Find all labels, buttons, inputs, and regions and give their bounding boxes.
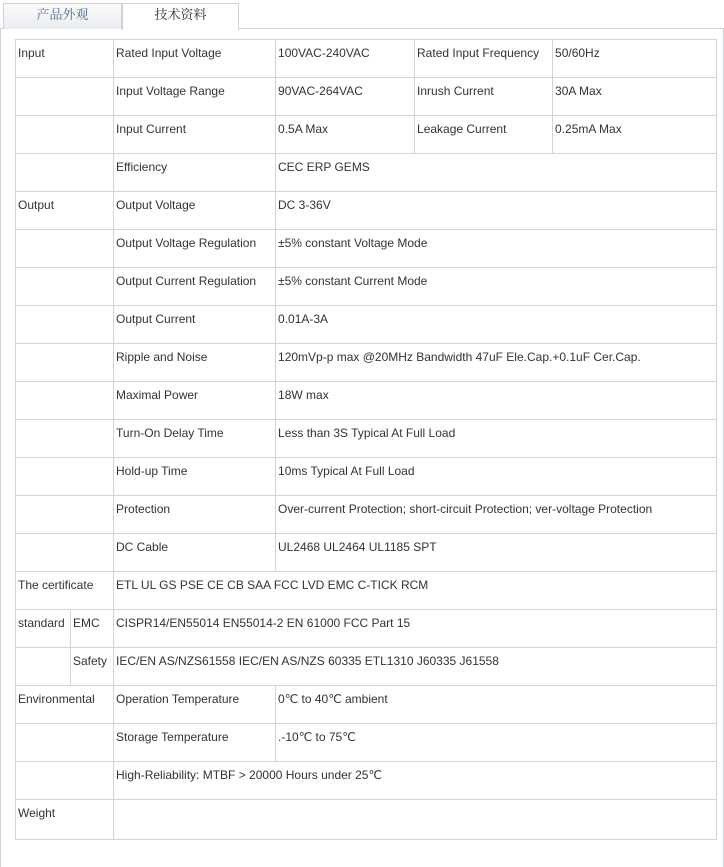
table-row (16, 800, 717, 840)
spec-value: 0℃ to 40℃ ambient (276, 686, 717, 724)
empty-cell (16, 762, 114, 800)
spec-label: Maximal Power (114, 382, 276, 420)
spec-value: ±5% constant Current Mode (276, 268, 717, 306)
spec-value: 0.5A Max (276, 116, 415, 154)
spec-label: Input Voltage Range (114, 78, 276, 116)
empty-cell (16, 344, 114, 382)
spec-value: ETL UL GS PSE CE CB SAA FCC LVD EMC C-TICK RCM (114, 572, 717, 610)
table-row (16, 40, 717, 78)
group-label-input: Input (16, 40, 114, 78)
table-row (16, 230, 717, 268)
group-label-output: Output (16, 192, 114, 230)
spec-label: Protection (114, 496, 276, 534)
spec-value: IEC/EN AS/NZS61558 IEC/EN AS/NZS 60335 ETL1310 J60335 J61558 (114, 648, 717, 686)
table-row (16, 762, 717, 800)
spec-value: ±5% constant Voltage Mode (276, 230, 717, 268)
empty-cell (16, 230, 114, 268)
spec-value: 18W max (276, 382, 717, 420)
table-row (16, 458, 717, 496)
group-label-standard: standard (16, 610, 71, 648)
spec-value: CEC ERP GEMS (276, 154, 717, 192)
spec-value: 100VAC-240VAC (276, 40, 415, 78)
spec-value: 90VAC-264VAC (276, 78, 415, 116)
table-row (16, 306, 717, 344)
table-row (16, 192, 717, 230)
table-row (16, 496, 717, 534)
spec-value: Over-current Protection; short-circuit Protection; ver-voltage Protection (276, 496, 717, 534)
empty-cell (16, 382, 114, 420)
spec-table (15, 39, 717, 840)
empty-cell (16, 78, 114, 116)
group-label-certificate: The certificate (16, 572, 114, 610)
group-label-environmental: Environmental (16, 686, 114, 724)
table-row (16, 648, 717, 686)
empty-cell (16, 534, 114, 572)
spec-label: Inrush Current (415, 78, 553, 116)
empty-cell (16, 458, 114, 496)
tab-content-panel (0, 29, 724, 867)
table-row (16, 724, 717, 762)
tab-product-appearance[interactable]: 产品外观 (3, 3, 122, 29)
table-row (16, 344, 717, 382)
spec-value: 10ms Typical At Full Load (276, 458, 717, 496)
spec-value: Less than 3S Typical At Full Load (276, 420, 717, 458)
table-row (16, 154, 717, 192)
spec-value: CISPR14/EN55014 EN55014-2 EN 61000 FCC Part 15 (114, 610, 717, 648)
spec-label: Input Current (114, 116, 276, 154)
empty-cell (16, 724, 114, 762)
spec-value: DC 3-36V (276, 192, 717, 230)
table-row (16, 382, 717, 420)
tab-technical-data[interactable]: 技术资料 (122, 3, 239, 30)
spec-label: EMC (71, 610, 114, 648)
spec-label: Safety (71, 648, 114, 686)
empty-cell (16, 306, 114, 344)
empty-cell (16, 420, 114, 458)
tab-bar (0, 0, 724, 29)
spec-value: 120mVp-p max @20MHz Bandwidth 47uF Ele.Cap.+0.1uF Cer.Cap. (276, 344, 717, 382)
spec-label: Rated Input Frequency (415, 40, 553, 78)
spec-label: Ripple and Noise (114, 344, 276, 382)
table-row (16, 686, 717, 724)
spec-value (114, 800, 717, 840)
spec-label: Output Current Regulation (114, 268, 276, 306)
spec-label: Hold-up Time (114, 458, 276, 496)
spec-label: Turn-On Delay Time (114, 420, 276, 458)
table-row (16, 610, 717, 648)
table-row (16, 116, 717, 154)
empty-cell (16, 648, 71, 686)
table-row (16, 268, 717, 306)
spec-value: 0.01A-3A (276, 306, 717, 344)
spec-label: Output Voltage Regulation (114, 230, 276, 268)
table-row (16, 78, 717, 116)
spec-value: 0.25mA Max (553, 116, 717, 154)
spec-label: Leakage Current (415, 116, 553, 154)
empty-cell (16, 116, 114, 154)
table-row (16, 572, 717, 610)
empty-cell (16, 496, 114, 534)
group-label-weight: Weight (16, 800, 114, 840)
spec-label: Rated Input Voltage (114, 40, 276, 78)
empty-cell (16, 268, 114, 306)
spec-label: DC Cable (114, 534, 276, 572)
spec-value: High-Reliability: MTBF > 20000 Hours under 25℃ (114, 762, 717, 800)
spec-value: .-10℃ to 75℃ (276, 724, 717, 762)
spec-label: Output Voltage (114, 192, 276, 230)
spec-value: 30A Max (553, 78, 717, 116)
spec-value: 50/60Hz (553, 40, 717, 78)
spec-label: Storage Temperature (114, 724, 276, 762)
empty-cell (16, 154, 114, 192)
spec-label: Efficiency (114, 154, 276, 192)
spec-label: Operation Temperature (114, 686, 276, 724)
spec-value: UL2468 UL2464 UL1185 SPT (276, 534, 717, 572)
spec-label: Output Current (114, 306, 276, 344)
table-row (16, 534, 717, 572)
table-row (16, 420, 717, 458)
